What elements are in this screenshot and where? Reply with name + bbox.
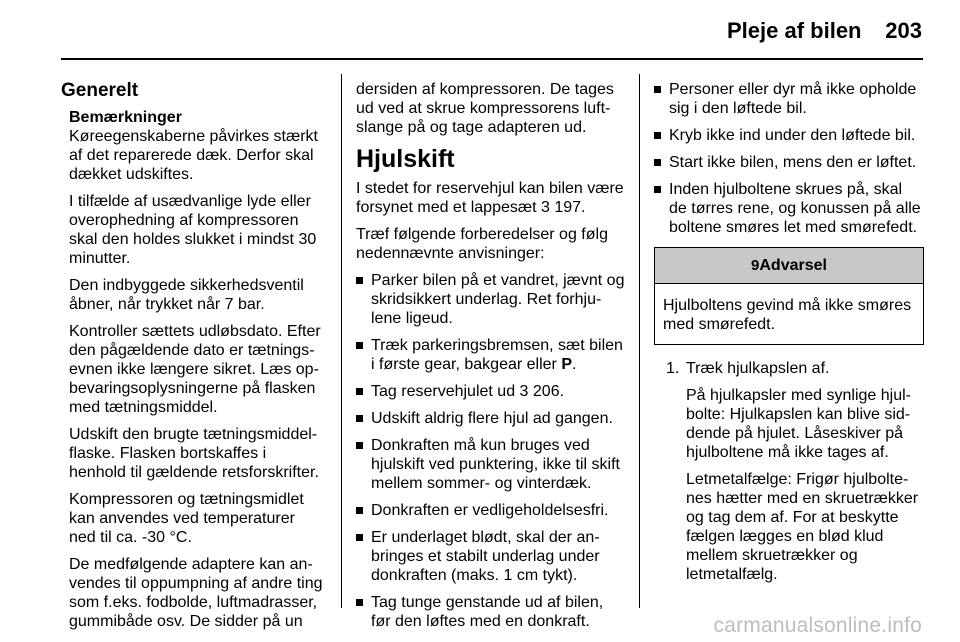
bullet-square-icon: [356, 442, 363, 449]
bullet-text: Kryb ikke ind under den løftede bil.: [669, 127, 916, 144]
bullet-item: [356, 382, 626, 401]
bullet-square-icon: [356, 534, 363, 541]
bullet-square-icon: [356, 277, 363, 284]
column-divider-1: [341, 74, 342, 608]
watermark: carmanualsonline.info: [713, 614, 922, 637]
header-rule: [61, 58, 923, 60]
bullet-square-icon: [654, 186, 661, 193]
paragraph: Køreegenskaberne påvirkes stærkt af det reparerede dæk. Derfor skal dækket udskiftes.: [69, 128, 318, 183]
bullet-text: Parker bilen på et vandret, jævnt og skridsikkert underlag. Ret forhjulene ligeud.: [371, 272, 625, 327]
bullet-item: [356, 593, 626, 631]
page-ref[interactable]: 197.: [554, 199, 586, 216]
subheading-bemaerkninger: Bemærkninger: [69, 109, 182, 126]
bullet-square-icon: [356, 388, 363, 395]
bullet-item: [356, 271, 626, 328]
bullet-text: Træk parkeringsbremsen, sæt bilen i første gear, bakgear eller: [371, 337, 623, 373]
bullet-text: Udskift aldrig flere hjul ad gangen.: [371, 410, 613, 427]
bullet-item: [654, 126, 924, 145]
bullet-square-icon: [356, 507, 363, 514]
bullet-square-icon: [654, 159, 661, 166]
bullet-item: [356, 336, 626, 374]
page-number: 203: [885, 18, 922, 43]
numbered-step: [666, 359, 924, 378]
page-ref[interactable]: 206.: [532, 383, 565, 400]
step-subparagraph: På hjulkapsler med synlige hjulbolte: Hjulkapslen kan blive siddende på hjulet. Låseskiver på hjulboltene må ikke tages af.: [686, 387, 911, 461]
paragraph-intro: [356, 179, 626, 217]
column-middle: [356, 80, 626, 639]
bullet-item: [356, 528, 626, 585]
column-left: [61, 80, 326, 639]
paragraph: Udskift den brugte tætningsmiddelflaske. Flasken bortskaffes i henhold til gældende retsforskrifter.: [69, 426, 319, 481]
warning-triangle-icon: 9: [751, 257, 760, 274]
bullet-square-icon: [356, 342, 363, 349]
bullet-item: [654, 180, 924, 237]
warning-title: Advarsel: [759, 257, 827, 274]
bullet-item: [654, 153, 924, 172]
notes-body: [61, 127, 326, 631]
paragraph-continuation: dersiden af kompressoren. De tages ud ved at skrue kompressorens luftslange på og tage adapteren ud.: [356, 81, 614, 136]
warning-body: Hjulboltens gevind må ikke smøres med smørefedt.: [663, 297, 912, 333]
bullet-item: [654, 80, 924, 118]
bullet-item: [356, 409, 626, 428]
bullet-text: Er underlaget blødt, skal der anbringes et stabilt underlag under donkraften (maks. 1 cm tykt).: [371, 529, 600, 584]
section-heading-hjulskift: Hjulskift: [356, 145, 455, 173]
paragraph: Kontroller sættets udløbsdato. Efter den pågældende dato er tætningsevnen ikke længere sikret. Læs opbevaringsoplysningerne på flasken med tætningsmiddel.: [69, 323, 321, 416]
bullet-square-icon: [356, 415, 363, 422]
bullet-text: Donkraften er vedligeholdelsesfri.: [371, 502, 609, 519]
bullet-square-icon: [356, 599, 363, 606]
column-right: [654, 80, 924, 592]
bullet-text: Tag reservehjulet ud: [371, 383, 516, 400]
bullet-text: Inden hjulboltene skrues på, skal de tørres rene, og konussen på alle boltene smøres let med smørefedt.: [669, 181, 921, 236]
gear-p-label: P: [561, 356, 572, 373]
step-number: 1.: [666, 360, 680, 377]
warning-box: [654, 247, 924, 345]
step-text: Træk hjulkapslen af.: [686, 360, 830, 377]
paragraph: I tilfælde af usædvanlige lyde eller overophedning af kompressoren skal den holdes slukket i mindst 30 minutter.: [69, 193, 317, 267]
bullet-text: Start ikke bilen, mens den er løftet.: [669, 154, 917, 171]
bullet-text: Donkraften må kun bruges ved hjulskift ved punktering, ikke til skift mellem sommer- og vinterdæk.: [371, 437, 620, 492]
paragraph: De medfølgende adaptere kan anvendes til oppumpning af andre ting som f.eks. fodbolde, luftmadrasser, gummibåde osv. De sidder på un: [69, 556, 323, 630]
column-divider-2: [639, 74, 640, 608]
warning-header: [655, 248, 923, 284]
bullet-item: [356, 501, 626, 520]
bullet-square-icon: [654, 132, 661, 139]
bullet-text: Personer eller dyr må ikke opholde sig i den løftede bil.: [669, 81, 917, 117]
page-header-title: Pleje af bilen: [727, 18, 862, 43]
paragraph-instructions: Træf følgende forberedelser og følg nedennævnte anvisninger:: [356, 226, 608, 262]
paragraph: Den indbyggede sikkerhedsventil åbner, når trykket når 7 bar.: [69, 277, 304, 313]
step-subparagraph: Letmetalfælge: Frigør hjulboltenes hætter med en skruetrækker og tag dem af. For at beskytte fælgen lægges en blød klud mellem skruetrækker og letmetalfælg.: [686, 471, 919, 583]
bullet-text: Tag tunge genstande ud af bilen, før den løftes med en donkraft.: [371, 594, 604, 630]
page-ref-arrow-icon: 3: [541, 199, 550, 216]
intro-text: I stedet for reservehjul kan bilen være forsynet med et lappesæt: [356, 180, 624, 216]
bullet-item: [356, 436, 626, 493]
paragraph: Kompressoren og tætningsmidlet kan anvendes ved temperaturer ned til ca. -30 °C.: [69, 491, 304, 546]
bullet-text-end: .: [572, 356, 577, 373]
page-ref-arrow-icon: 3: [519, 383, 529, 400]
bullet-square-icon: [654, 86, 661, 93]
section-heading-generelt: Generelt: [61, 80, 139, 101]
